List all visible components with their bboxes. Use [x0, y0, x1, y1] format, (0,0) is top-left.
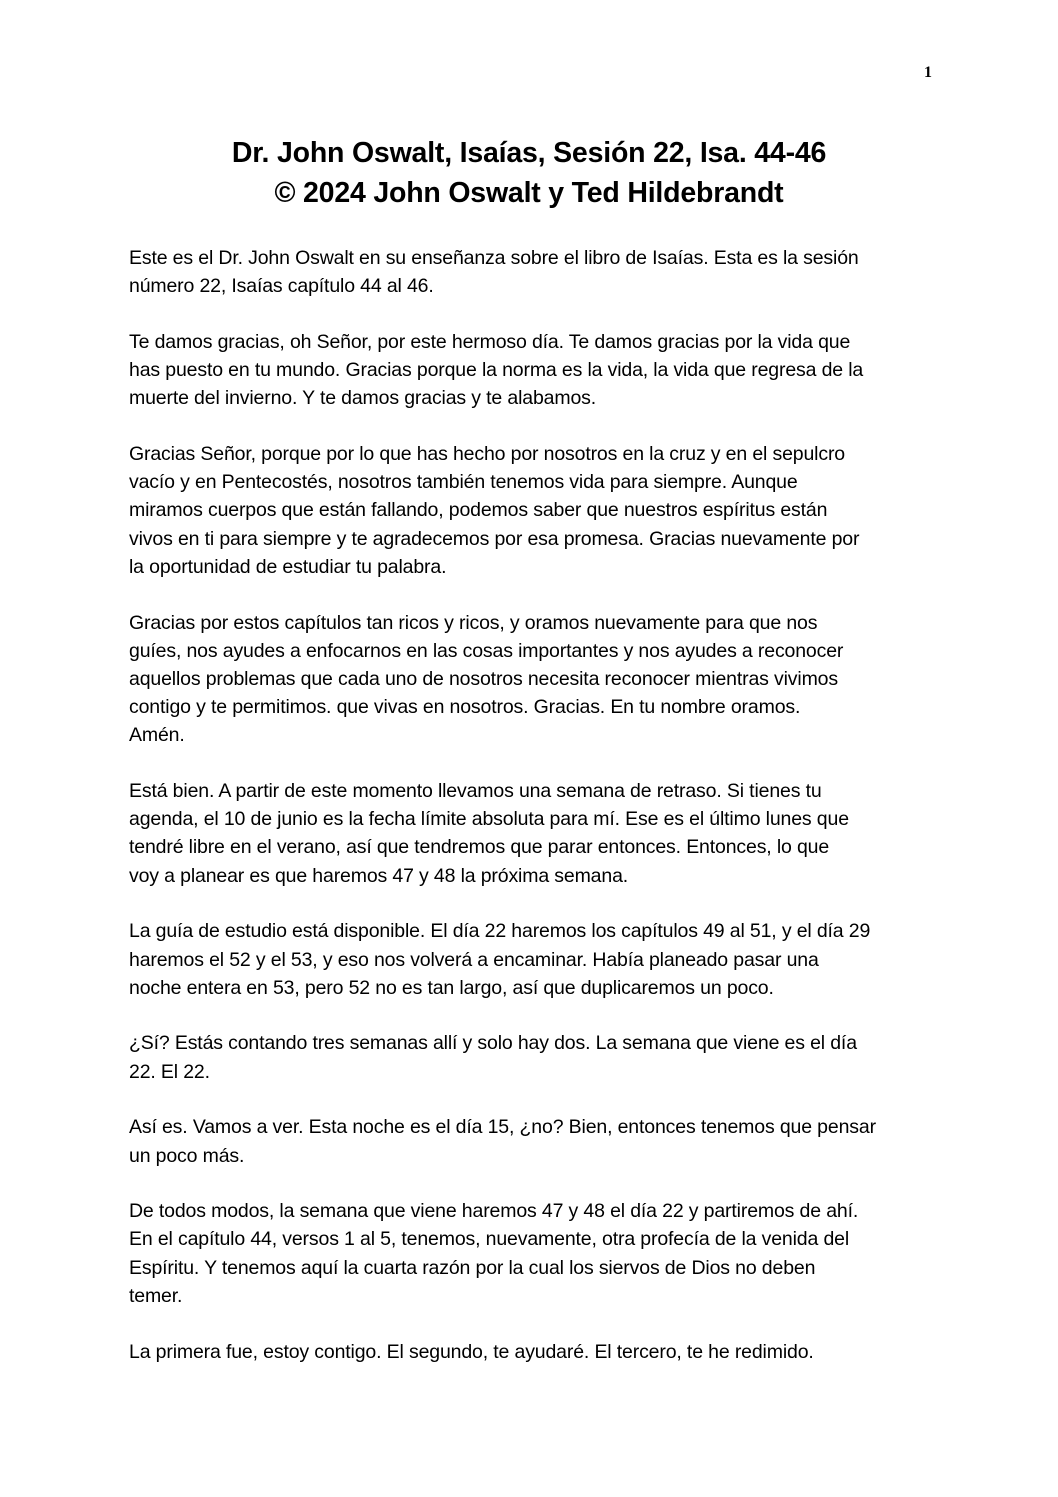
- paragraph-line: noche entera en 53, pero 52 no es tan largo, así que duplicaremos un poco.: [129, 976, 774, 999]
- paragraph-line: tendré libre en el verano, así que tendremos que parar entonces. Entonces, lo que: [129, 836, 830, 859]
- paragraph-line: Amén.: [129, 724, 185, 747]
- paragraph-line: has puesto en tu mundo. Gracias porque la norma es la vida, la vida que regresa de la: [129, 359, 864, 382]
- paragraph: [129, 1113, 929, 1169]
- paragraph-line: miramos cuerpos que están fallando, podemos saber que nuestros espíritus están: [129, 499, 828, 522]
- paragraph-line: agenda, el 10 de junio es la fecha límite absoluta para mí. Ese es el último lunes que: [129, 808, 849, 831]
- paragraph-line: voy a planear es que haremos 47 y 48 la próxima semana.: [129, 864, 629, 887]
- paragraph: [129, 609, 929, 750]
- paragraph-line: En el capítulo 44, versos 1 al 5, tenemos, nuevamente, otra profecía de la venida del: [129, 1228, 850, 1251]
- paragraph-line: Gracias por estos capítulos tan ricos y ricos, y oramos nuevamente para que nos: [129, 611, 818, 634]
- page-number: 1: [924, 64, 932, 81]
- paragraph-line: La primera fue, estoy contigo. El segundo, te ayudaré. El tercero, te he redimido.: [129, 1340, 814, 1363]
- paragraph: [129, 1338, 929, 1366]
- body-text: [129, 244, 929, 1393]
- document-title: [0, 133, 1058, 213]
- paragraph-line: La guía de estudio está disponible. El día 22 haremos los capítulos 49 al 51, y el día 29: [129, 920, 871, 943]
- paragraph-line: 22. El 22.: [129, 1060, 210, 1083]
- paragraph: [129, 440, 929, 581]
- paragraph-line: aquellos problemas que cada uno de nosotros necesita reconocer mientras vivimos: [129, 667, 838, 690]
- paragraph-line: Este es el Dr. John Oswalt en su enseñanza sobre el libro de Isaías. Esta es la sesión: [129, 247, 859, 269]
- paragraph: [129, 328, 929, 413]
- paragraph-line: ¿Sí? Estás contando tres semanas allí y solo hay dos. La semana que viene es el día: [129, 1032, 857, 1055]
- paragraph-line: contigo y te permitimos. que vivas en nosotros. Gracias. En tu nombre oramos.: [129, 696, 801, 719]
- paragraph: [129, 777, 929, 890]
- paragraph-line: temer.: [129, 1284, 183, 1307]
- paragraph-line: Te damos gracias, oh Señor, por este hermoso día. Te damos gracias por la vida que: [129, 330, 851, 353]
- paragraph: [129, 244, 929, 300]
- paragraph-line: De todos modos, la semana que viene haremos 47 y 48 el día 22 y partiremos de ahí.: [129, 1200, 859, 1223]
- paragraph-line: la oportunidad de estudiar tu palabra.: [129, 555, 447, 578]
- paragraph-line: vacío y en Pentecostés, nosotros también tenemos vida para siempre. Aunque: [129, 471, 798, 494]
- paragraph-line: haremos el 52 y el 53, y eso nos volverá a encaminar. Había planeado pasar una: [129, 948, 819, 971]
- paragraph: [129, 917, 929, 1002]
- paragraph-line: número 22, Isaías capítulo 44 al 46.: [129, 275, 434, 298]
- paragraph: [129, 1197, 929, 1310]
- title-line-2: © 2024 John Oswalt y Ted Hildebrandt: [274, 177, 784, 209]
- paragraph-line: Espíritu. Y tenemos aquí la cuarta razón por la cual los siervos de Dios no deben: [129, 1256, 816, 1279]
- paragraph-line: Está bien. A partir de este momento llevamos una semana de retraso. Si tienes tu: [129, 780, 822, 803]
- paragraph-line: muerte del invierno. Y te damos gracias y te alabamos.: [129, 387, 597, 410]
- paragraph-line: vivos en ti para siempre y te agradecemos por esa promesa. Gracias nuevamente por: [129, 527, 860, 550]
- paragraph-line: guíes, nos ayudes a enfocarnos en las cosas importantes y nos ayudes a reconocer: [129, 639, 844, 662]
- paragraph-line: Gracias Señor, porque por lo que has hecho por nosotros en la cruz y en el sepulcro: [129, 443, 845, 466]
- paragraph: [129, 1029, 929, 1085]
- paragraph-line: un poco más.: [129, 1144, 245, 1167]
- title-line-1: Dr. John Oswalt, Isaías, Sesión 22, Isa. 44-46: [231, 137, 827, 169]
- paragraph-line: Así es. Vamos a ver. Esta noche es el día 15, ¿no? Bien, entonces tenemos que pensar: [129, 1116, 876, 1139]
